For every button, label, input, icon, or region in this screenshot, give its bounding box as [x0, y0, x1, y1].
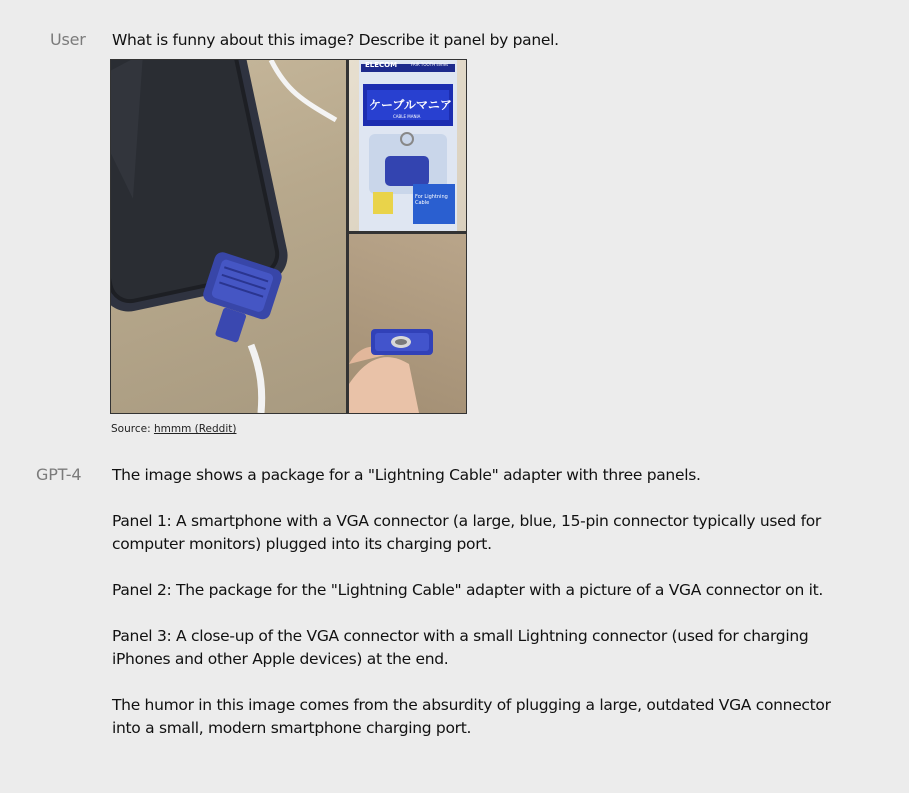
- user-role-label: User: [50, 30, 86, 49]
- package-brand: ELECOM: [365, 61, 398, 69]
- package-sticker: For Lightning Cable: [415, 194, 448, 206]
- package-series: FAIR TOOTH series: [411, 62, 449, 67]
- package-title: ケーブルマニア: [369, 98, 452, 112]
- response-paragraph: The humor in this image comes from the absurdity of plugging a large, outdated VGA connector into a small, modern smartphone charging port.: [112, 696, 831, 737]
- panel-3-connector-closeup: [349, 234, 466, 413]
- panel-1-phone-photo: [111, 60, 346, 413]
- panel-2-package-photo: [349, 60, 466, 231]
- assistant-response: [112, 464, 842, 740]
- response-paragraph: Panel 3: A close-up of the VGA connector with a small Lightning connector (used for charging iPhones and other Apple devices) at the end.: [112, 627, 809, 668]
- meme-image: [110, 59, 467, 414]
- response-paragraph: Panel 1: A smartphone with a VGA connector (a large, blue, 15-pin connector typically used for computer monitors) plugged into its charging port.: [112, 512, 821, 553]
- response-paragraph: Panel 2: The package for the "Lightning Cable" adapter with a picture of a VGA connector on it.: [112, 581, 824, 599]
- user-prompt: What is funny about this image? Describe it panel by panel.: [112, 31, 559, 49]
- assistant-role-label: GPT-4: [36, 465, 82, 484]
- package-subtitle: CABLE MANIA: [393, 114, 421, 119]
- response-paragraph: The image shows a package for a "Lightning Cable" adapter with three panels.: [112, 466, 701, 484]
- source-link[interactable]: hmmm (Reddit): [153, 423, 237, 435]
- source-prefix: Source:: [111, 423, 154, 435]
- image-source: [111, 423, 236, 435]
